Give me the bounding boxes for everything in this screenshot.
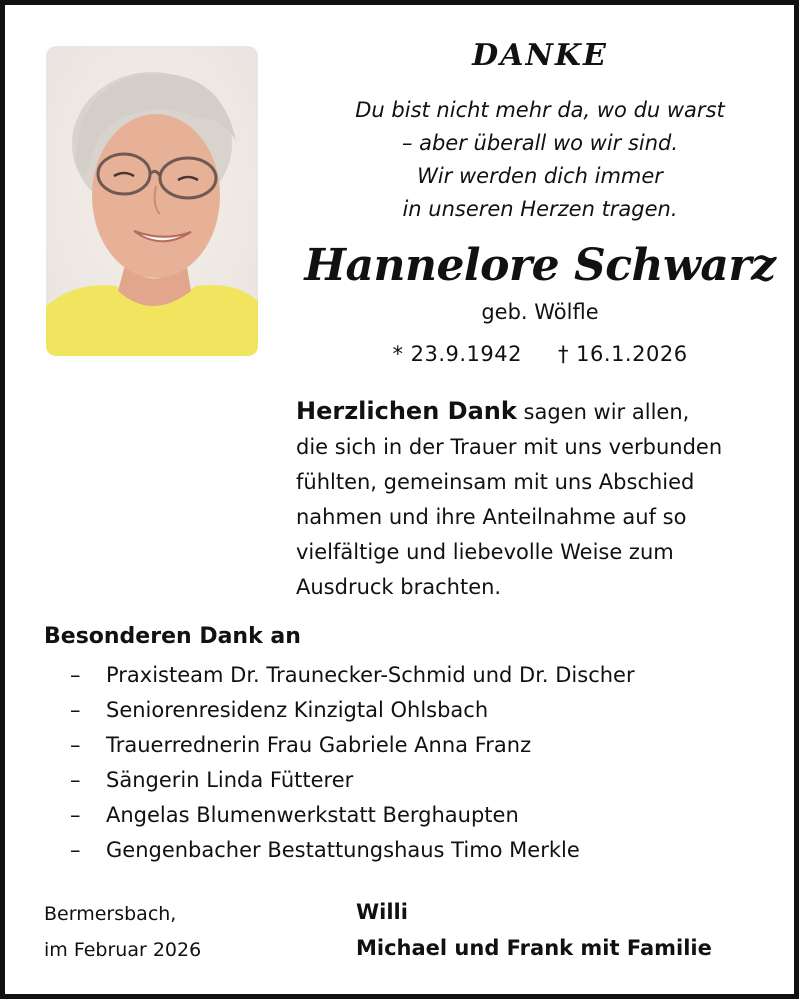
dash-mark: – (70, 733, 81, 757)
list-item-text: Sängerin Linda Fütterer (106, 768, 354, 792)
signatories (356, 894, 712, 966)
list-item (70, 693, 635, 728)
notice-heading: DANKE (472, 38, 608, 73)
signatory: Willi (356, 900, 408, 924)
dash-mark: – (70, 803, 81, 827)
dash-mark: – (70, 663, 81, 687)
list-item-text: Seniorenresidenz Kinzigtal Ohlsbach (106, 698, 489, 722)
list-item-text: Gengenbacher Bestattungshaus Timo Merkle (106, 838, 580, 862)
thanks-line: nahmen und ihre Anteilnahme auf so (296, 505, 687, 529)
date: im Februar 2026 (44, 939, 202, 961)
list-item (70, 658, 635, 693)
thanks-paragraph (296, 394, 776, 605)
signatory: Michael und Frank mit Familie (356, 936, 712, 960)
list-item (70, 798, 635, 833)
thanks-line: sagen wir allen, (516, 400, 690, 424)
thanks-lead: Herzlichen Dank (296, 397, 517, 425)
special-thanks-list (70, 658, 635, 868)
thanks-line: vielfältige und liebevolle Weise zum (296, 540, 674, 564)
dash-mark: – (70, 838, 81, 862)
birth-date: * 23.9.1942 (392, 342, 522, 366)
maiden-name: geb. Wölfle (481, 300, 599, 324)
memorial-poem (290, 94, 790, 226)
poem-line: – aber überall wo wir sind. (401, 131, 679, 155)
thanks-line: die sich in der Trauer mit uns verbunden (296, 435, 723, 459)
life-dates (290, 342, 790, 366)
list-item (70, 833, 635, 868)
list-item-text: Trauerrednerin Frau Gabriele Anna Franz (106, 733, 532, 757)
place-and-date (44, 896, 201, 968)
poem-line: Du bist nicht mehr da, wo du warst (355, 98, 725, 122)
dash-mark: – (70, 698, 81, 722)
list-item-text: Angelas Blumenwerkstatt Berghaupten (106, 803, 519, 827)
poem-line: Wir werden dich immer (417, 164, 663, 188)
list-item (70, 728, 635, 763)
place: Bermersbach, (44, 903, 177, 925)
thanks-line: fühlten, gemeinsam mit uns Abschied (296, 470, 695, 494)
portrait-illustration (46, 46, 258, 356)
portrait-photo (46, 46, 258, 356)
list-item (70, 763, 635, 798)
deceased-name: Hannelore Schwarz (304, 240, 776, 291)
list-item-text: Praxisteam Dr. Traunecker-Schmid und Dr. Discher (106, 663, 635, 687)
poem-line: in unseren Herzen tragen. (402, 197, 678, 221)
special-thanks-heading: Besonderen Dank an (44, 624, 301, 649)
thanks-line: Ausdruck brachten. (296, 575, 502, 599)
dash-mark: – (70, 768, 81, 792)
death-date: † 16.1.2026 (558, 342, 688, 366)
